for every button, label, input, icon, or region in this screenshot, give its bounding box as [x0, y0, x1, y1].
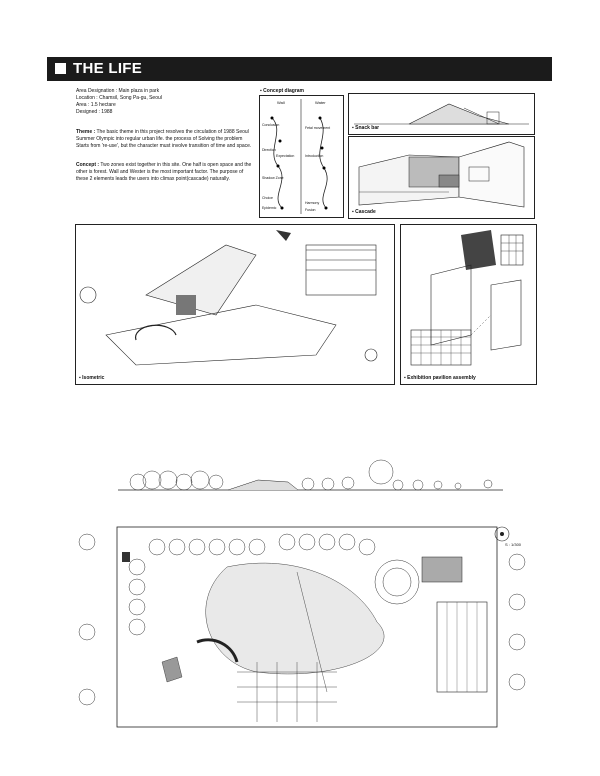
area-designation: Area Designation : Main plaza in park: [76, 88, 160, 94]
concept-text: Two zones exist together in this site. One half is open space and the other is forest. Wall and Wester is the most important factor. The purpose of these 2 elements leads the users into climax point(cascade) naturally.: [76, 162, 252, 182]
term-choice: Choice: [262, 196, 273, 200]
site-elevation: [118, 458, 503, 494]
concept-diagram-caption: ▪ Concept diagram: [260, 88, 305, 94]
header-square-icon: [55, 63, 66, 74]
term-harmony: Harmony: [305, 201, 320, 205]
cascade-caption: ▪ Cascade: [352, 209, 376, 215]
theme-paragraph: [76, 129, 256, 150]
concept-diagram: [259, 95, 344, 218]
area: Area : 1.5 hectare: [76, 102, 116, 108]
cascade-drawing: [349, 137, 534, 218]
designed: Designed : 1988: [76, 109, 113, 115]
page-title: THE LIFE: [73, 60, 143, 77]
exhibition-drawing: [401, 225, 536, 384]
snack-bar-panel: [348, 93, 535, 135]
term-introduction: Introduction: [305, 154, 324, 158]
term-direction: Direction: [262, 148, 276, 152]
project-info: [76, 88, 246, 116]
term-shadow-zone: Shadow Zone: [262, 176, 284, 180]
exhibition-panel: [400, 224, 537, 385]
plan-scale: S : 1/300: [505, 542, 522, 547]
isometric-drawing: [76, 225, 394, 384]
concept-paragraph: [76, 162, 256, 183]
term-epidemic: Epidemic: [262, 206, 277, 210]
isometric-panel: [75, 224, 395, 385]
theme-label: Theme :: [76, 129, 96, 135]
term-conclusion: Conclusion: [262, 123, 280, 127]
page-header: [47, 57, 552, 81]
wall-label: Wall: [277, 100, 285, 105]
location: Location : Chamsil, Song Pa-gu, Seoul: [76, 95, 162, 101]
theme-text: The basic theme in this project resolves the circulation of 1988 Seoul Summer Olympic into regular urban life. the process of Solving the problem Starts from 're-use', but the character must involve transition of time and space.: [76, 129, 252, 149]
term-fetal-movement: Fetal movement: [305, 126, 331, 130]
cascade-panel: [348, 136, 535, 219]
concept-label: Concept :: [76, 162, 100, 168]
site-plan: [77, 522, 527, 730]
isometric-caption: ▪ Isometric: [79, 375, 105, 381]
term-fusion: Fusion: [305, 208, 316, 212]
snack-bar-caption: ▪ Snack bar: [352, 125, 380, 131]
term-expectation: Expectation: [276, 154, 295, 158]
exhibition-caption: ▪ Exhibition pavilion assembly: [404, 375, 476, 381]
water-label: Water: [315, 100, 326, 105]
